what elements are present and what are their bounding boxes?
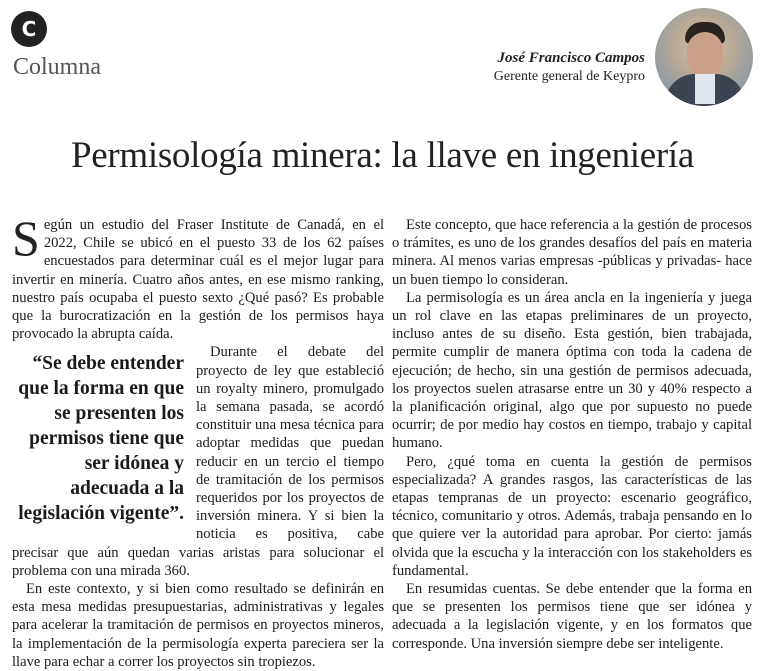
author-role: Gerente general de Keypro — [493, 69, 645, 84]
drop-cap: S — [12, 210, 40, 266]
article-paragraph: Durante el debate del proyecto de ley que estableció un royalty minero, promulgado la semana pasada, se acordó constituir una mesa técnica para adoptar medidas que puedan reducir en un tercio el tiempo de tramitación de los permisos requeridos por los proyectos de inversión minera. Y si bien la noticia es positiva, cabe precisar que aún quedan varias aristas para solucionar el problema con una mirada 360. — [12, 344, 384, 579]
author-byline — [494, 50, 645, 85]
section-label: Columna — [13, 54, 101, 80]
section-badge: C — [11, 11, 47, 47]
author-photo — [655, 8, 753, 106]
article-paragraph: Pero, ¿qué toma en cuenta la gestión de permisos especializada? A grandes rasgos, las características de las etapas tempranas de un proyecto: escenario geográfico, técnico, comunitario y otros. Además, trabaja pensando en lo que quiere ver la autoridad para aprobar. Por cierto: jamás olvida que la escucha y la interacción con los stakeholders es fundamental. — [392, 453, 752, 579]
article-column-right — [392, 216, 752, 653]
article-paragraph: En resumidas cuentas. Se debe entender que la forma en que se presenten los permisos tiene que ser idónea y adecuada a la legislación vigente, y en los formatos que corresponde. Una inversión siempre debe ser inteligente. — [392, 581, 752, 652]
article-headline: Permisología minera: la llave en ingeniería — [70, 135, 695, 176]
article-paragraph: En este contexto, y si bien como resultado se definirán en esta mesa medidas presupuestarias, administrativas y legales para acelerar la tramitación de permisos en proyectos mineros, la implementación de la permisología experta pareciera ser la llave para echar a correr los proyectos sin tropiezos. — [12, 581, 384, 670]
pull-quote: “Se debe entender que la forma en que se presenten los permisos tiene que ser idónea y adecuada a la legislación vigente”. — [18, 353, 184, 525]
article-paragraph: Según un estudio del Fraser Institute de Canadá, en el 2022, Chile se ubicó en el puesto 33 de los 62 países encuestados para determinar cuál es el mejor lugar para invertir en minería. Cuatro años antes, en ese mismo ranking, nuestro país ocupaba el puesto sexto ¿Qué pasó? Es probable que la burocratización en la gestión de los permisos haya provocado la abrupta caída. — [12, 210, 384, 343]
author-name: José Francisco Campos — [497, 50, 645, 66]
article-paragraph: Este concepto, que hace referencia a la gestión de procesos o trámites, es uno de los grandes desafíos del país en materia minera. Al menos varias empresas -públicas y privadas- hace un buen tiempo lo consideran. — [392, 217, 752, 288]
article-paragraph: La permisología es un área ancla en la ingeniería y juega un rol clave en las etapas preliminares de un proyecto, incluso antes de su diseño. Esta gestión, bien trabajada, permite cumplir de manera óptima con toda la cadena de ejecución; de hecho, sin una gestión de permisos adecuada, los proyectos suelen atrasarse entre un 30 y 40% respecto a la planificación original, algo que por supuesto no puede ocurrir; de por medio hay costos en tiempo, trabajo y capital humano. — [392, 289, 752, 452]
article-column-left — [12, 210, 384, 671]
